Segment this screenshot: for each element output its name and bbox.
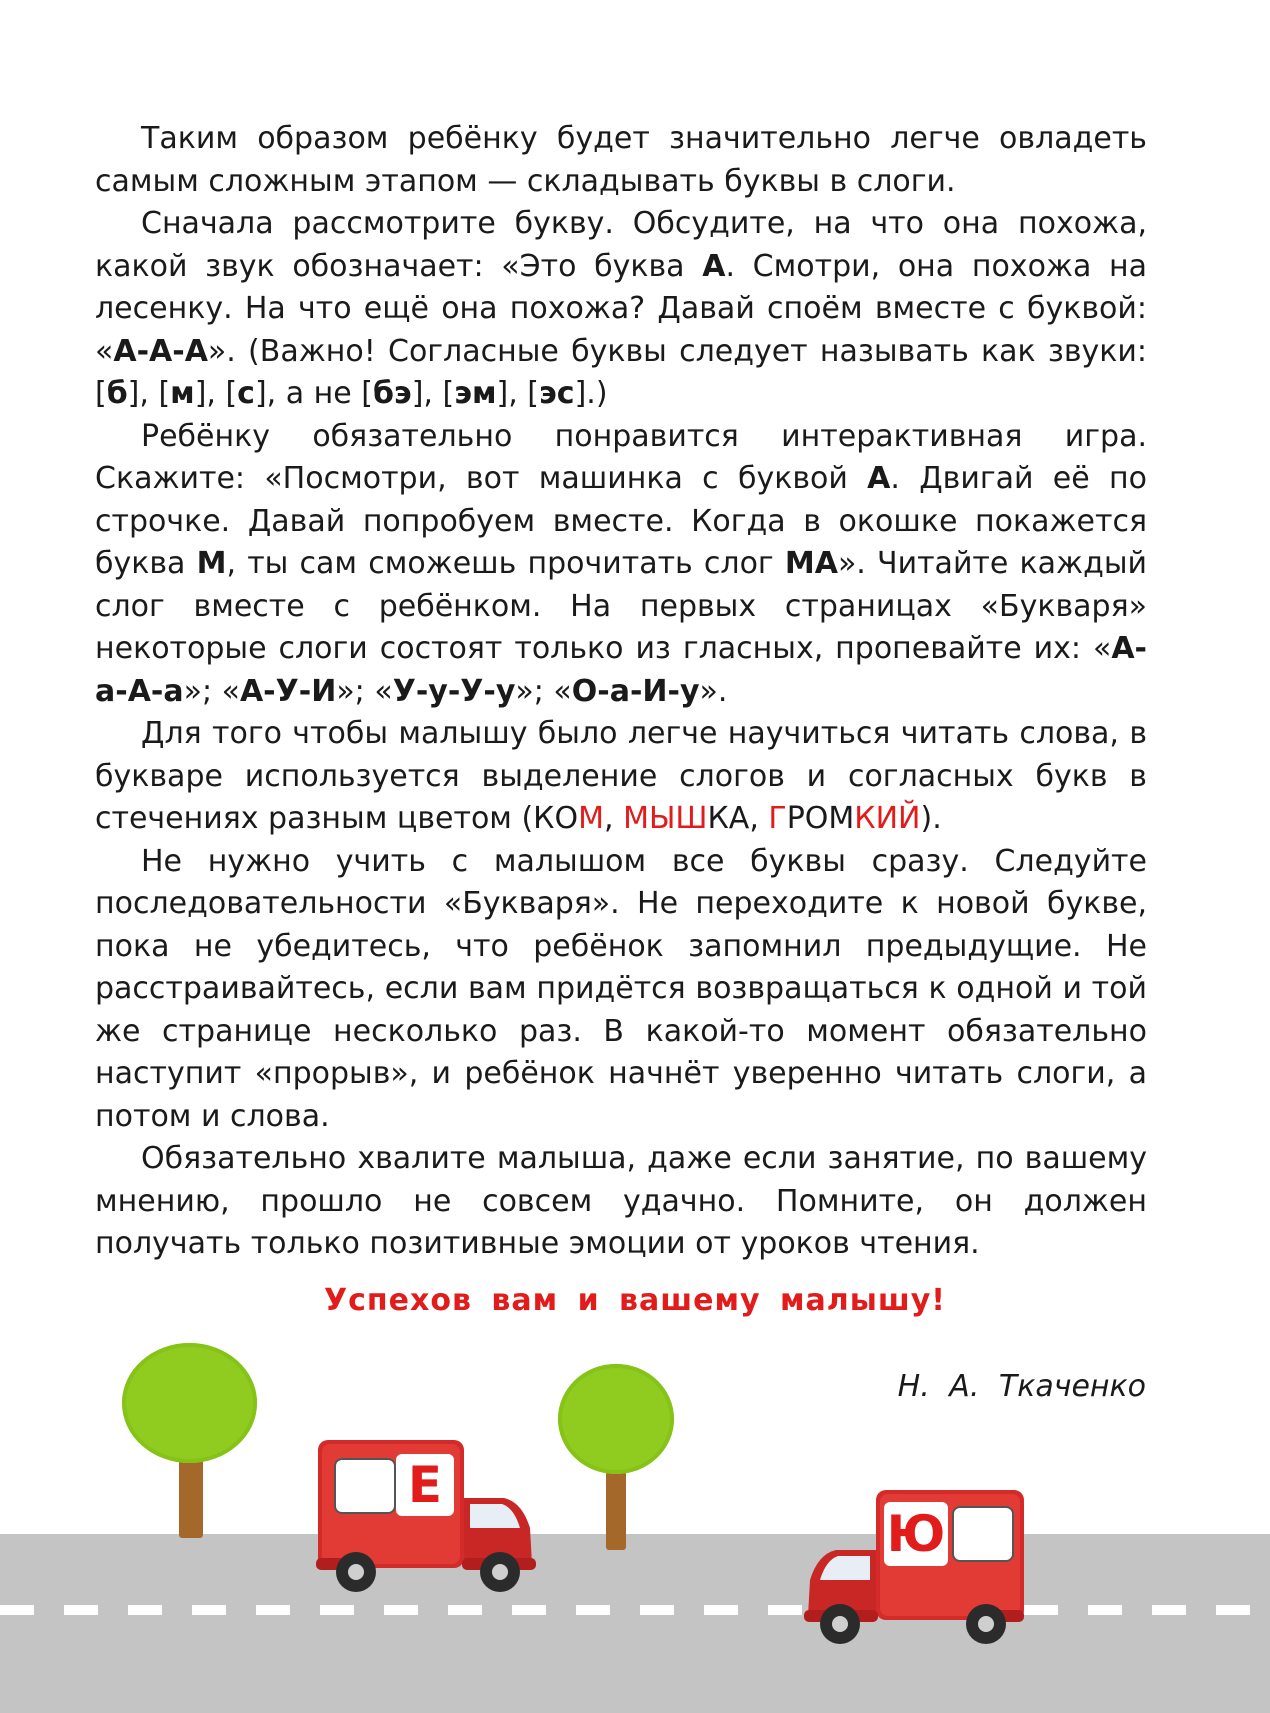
text-run: ». (Важно! Согласные буквы следует называть как звуки: [: [95, 333, 1147, 411]
paragraph-5: Не нужно учить с малышом все буквы сразу. Следуйте последовательности «Букваря». Не переходите к новой букве, пока не убедитесь, что ребёнок запомнил предыдущие. Не расстраивайтесь, если вам придётся возвращаться к одной и той же странице несколько раз. В какой-то момент обязательно наступит «прорыв», и ребёнок начнёт уверенно читать слоги, а потом и слова.: [95, 843, 1147, 1134]
bold-letter: А-У-И: [239, 673, 337, 709]
bold-letter: м: [170, 376, 195, 411]
text-run: »; «: [183, 673, 240, 709]
paragraph-4: [95, 713, 1147, 841]
bold-letter: О-а-И-у: [571, 673, 700, 709]
tree-right: [558, 1364, 678, 1554]
bold-letter: эм: [454, 376, 497, 411]
road: [0, 1534, 1270, 1713]
bold-letter: эс: [539, 376, 575, 411]
truck-left: [316, 1440, 538, 1596]
text-run: ], [: [194, 376, 238, 411]
bold-letter: М: [196, 546, 227, 581]
truck-letter: Е: [407, 1456, 443, 1514]
text-run: »; «: [336, 673, 393, 709]
closing-wish: Успехов вам и вашему малышу!: [324, 1283, 946, 1318]
truck-right: [800, 1490, 1026, 1650]
paragraph-1: Таким образом ребёнку будет значительно легче овладеть самым сложным этапом — складывать буквы в слоги.: [95, 121, 1147, 199]
truck-letter-window: [884, 1502, 948, 1566]
bold-letter: А-А-А: [113, 333, 208, 369]
paragraph-3: [95, 416, 1147, 714]
text-run: ,: [603, 801, 624, 836]
text-run: Для того чтобы малышу было легче научиться читать слова, в букваре используется выделение слогов и согласных букв в стечениях разным цветом (: [95, 716, 1147, 836]
example-syllable: КА: [707, 801, 750, 836]
text-run: , ты сам сможешь прочитать слог: [226, 546, 785, 581]
truck-letter: Ю: [886, 1505, 946, 1563]
tree-left: [122, 1343, 262, 1543]
text-run: ].): [574, 376, 608, 411]
bold-letter: А: [702, 248, 726, 284]
truck-letter-window: [396, 1454, 454, 1516]
text-run: ], [: [127, 376, 171, 411]
text-run: . Двигай её по строчке. Давай попробуем вместе. Когда в окошке покажется буква: [95, 461, 1147, 581]
lane-markings: [0, 1605, 1270, 1615]
text-run: ], [: [411, 376, 455, 411]
text-run: Сначала рассмотрите букву. Обсудите, на что она похожа, какой звук обозначает: «Это буква: [95, 206, 1147, 284]
bold-letter: А-а-А-а: [95, 631, 1147, 709]
author-signature: Н. А. Ткаченко: [897, 1369, 1146, 1404]
paragraph-2: Сначала рассмотрите букву. Обсудите, на что она похожа, какой звук обозначает: «Это буква А. Смотри, она похожа на лесенку. На что ещё она похожа? Давай споём вместе с буквой: «А-А-А». (Важно! Согласные буквы следует называть как звуки: [б], [м], [с], а не [бэ], [эм], [эс].): [95, 206, 1147, 411]
example-syllable-red: Г: [768, 801, 787, 836]
text-run: Ребёнку обязательно понравится интерактивная игра. Скажите: «Посмотри, вот машинка с буквой: [95, 418, 1147, 496]
example-syllable: КО: [533, 801, 579, 836]
text-run: »; «: [515, 673, 572, 709]
road-illustration: [0, 1320, 1270, 1713]
bold-letter: с: [237, 376, 255, 411]
bold-letter: б: [106, 376, 128, 411]
bold-letter: бэ: [372, 376, 412, 411]
text-run: ], [: [496, 376, 539, 411]
text-run: ». Читайте каждый слог вместе с ребёнком. На первых страницах «Букваря» некоторые слоги состоят только из гласных, пропевайте их: «: [95, 546, 1147, 666]
empty-letter-window: [952, 1506, 1014, 1562]
bold-letter: У-у-У-у: [392, 673, 516, 709]
bold-letter: А: [867, 461, 891, 496]
text-run: ], а не [: [254, 376, 373, 411]
example-syllable-red: МЫШ: [623, 801, 708, 836]
article-body: [95, 118, 1147, 1266]
paragraph-6: Обязательно хвалите малыша, даже если занятие, по вашему мнению, прошло не совсем удачно. Помните, он должен получать только позитивные эмоции от уроков чтения.: [95, 1141, 1147, 1261]
empty-letter-window: [334, 1458, 396, 1514]
text-run: ,: [749, 801, 769, 836]
text-run: . Смотри, она похожа на лесенку. На что ещё она похожа? Давай споём вместе с буквой:: [95, 248, 1147, 326]
bold-letter: МА: [784, 546, 838, 581]
example-syllable-red: КИЙ: [854, 801, 921, 836]
example-syllable: РОМ: [786, 801, 855, 836]
text-run: ).: [920, 801, 942, 836]
example-syllable-red: М: [578, 801, 604, 836]
text-run: ».: [699, 673, 728, 709]
